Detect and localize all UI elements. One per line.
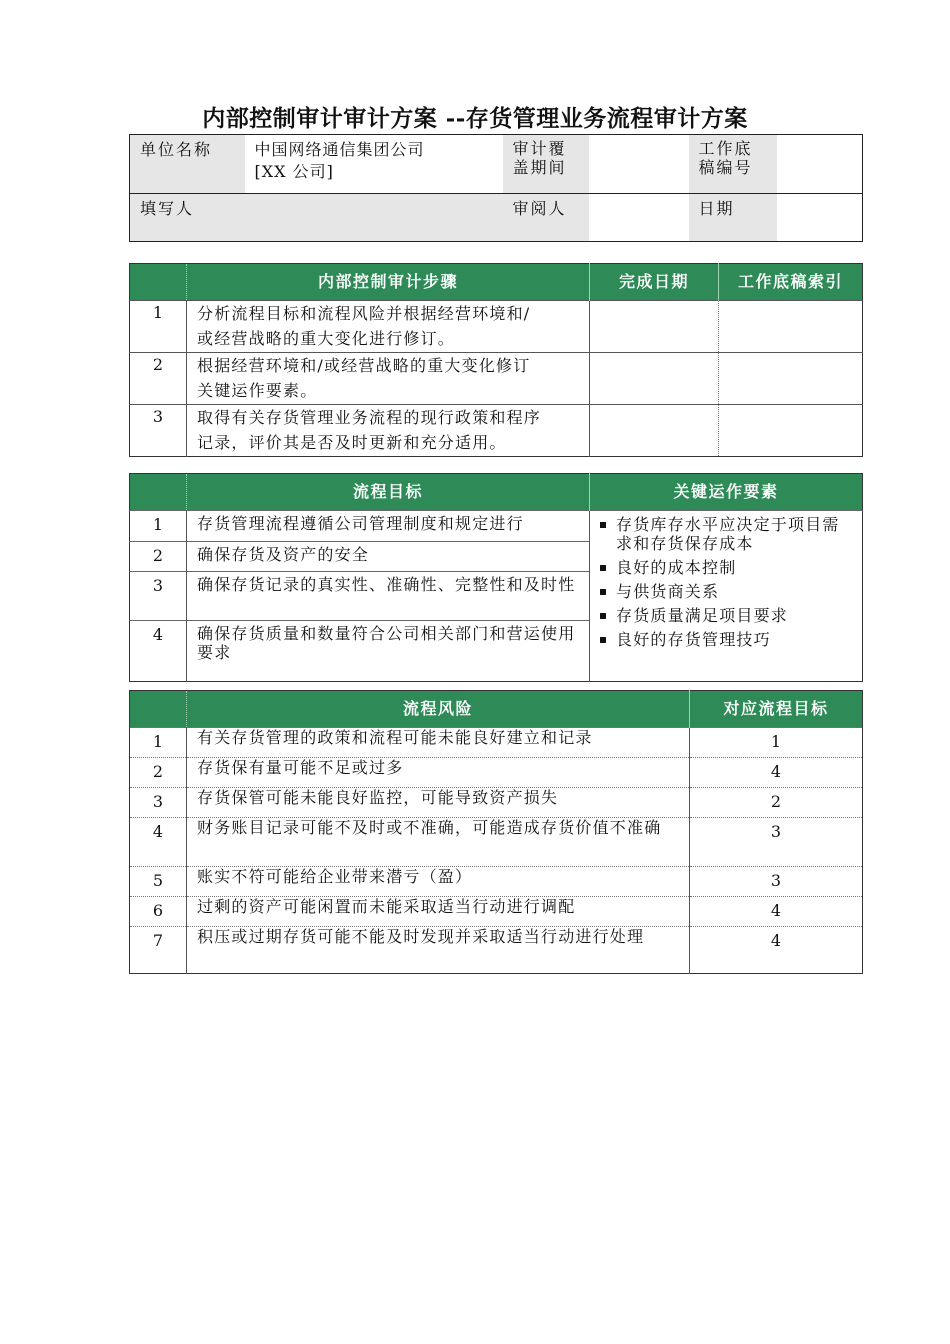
step-no: 1 (130, 301, 187, 353)
table-row (130, 927, 863, 974)
table-row (130, 728, 863, 758)
risk-goal: 3 (690, 818, 863, 867)
risk-goal: 3 (690, 867, 863, 897)
goal-no: 3 (130, 572, 187, 621)
audit-period-label (503, 135, 589, 194)
page-title: 内部控制审计审计方案 --存货管理业务流程审计方案 (202, 105, 748, 132)
steps-header-step: 内部控制审计步骤 (187, 264, 590, 301)
unit-name-line1: 中国网络通信集团公司 (254, 140, 425, 159)
list-item: 存货库存水平应决定于项目需求和存货保存成本 (598, 515, 854, 553)
table-row (130, 897, 863, 927)
step-text-line2: 或经营战略的重大变化进行修订。 (197, 329, 456, 348)
risks-header-goal: 对应流程目标 (690, 691, 863, 728)
preparer-value[interactable] (245, 194, 503, 242)
risk-no: 5 (130, 867, 187, 897)
key-elements-list (598, 515, 854, 649)
risk-goal: 4 (690, 758, 863, 788)
risk-text: 过剩的资产可能闲置而未能采取适当行动进行调配 (187, 897, 690, 927)
step-text-line1: 分析流程目标和流程风险并根据经营环境和/ (197, 304, 531, 323)
workpaper-no-value[interactable] (777, 135, 863, 194)
goal-text: 存货管理流程遵循公司管理制度和规定进行 (187, 511, 590, 542)
step-text-line2: 关键运作要素。 (197, 381, 318, 400)
risks-header-no (130, 691, 187, 728)
list-item: 良好的存货管理技巧 (598, 630, 854, 649)
risk-text: 财务账目记录可能不及时或不准确，可能造成存货价值不准确 (187, 818, 690, 867)
audit-period-label-line1: 审计覆 (512, 139, 567, 158)
goal-text: 确保存货质量和数量符合公司相关部门和营运使用要求 (187, 621, 590, 682)
reviewer-label: 审阅人 (503, 194, 589, 242)
table-row (130, 758, 863, 788)
goal-text: 确保存货及资产的安全 (187, 542, 590, 572)
date-label: 日期 (689, 194, 777, 242)
unit-name-label: 单位名称 (130, 135, 245, 194)
table-row (130, 353, 863, 405)
goal-no: 4 (130, 621, 187, 682)
goals-header-goal: 流程目标 (187, 474, 590, 511)
risk-no: 2 (130, 758, 187, 788)
workpaper-no-label-line2: 稿编号 (698, 158, 753, 177)
process-goals-table (129, 473, 863, 682)
step-text (187, 405, 590, 457)
goal-text: 确保存货记录的真实性、准确性、完整性和及时性 (187, 572, 590, 621)
step-text (187, 301, 590, 353)
step-date[interactable] (590, 301, 719, 353)
table-row (130, 301, 863, 353)
table-row (130, 818, 863, 867)
risk-text: 积压或过期存货可能不能及时发现并采取适当行动进行处理 (187, 927, 690, 974)
steps-header-date: 完成日期 (590, 264, 719, 301)
step-no: 3 (130, 405, 187, 457)
workpaper-no-label (689, 135, 777, 194)
risk-no: 3 (130, 788, 187, 818)
list-item: 与供货商关系 (598, 582, 854, 601)
risk-text: 存货保有量可能不足或过多 (187, 758, 690, 788)
goals-header-no (130, 474, 187, 511)
steps-header-no (130, 264, 187, 301)
step-text-line2: 记录，评价其是否及时更新和充分适用。 (197, 433, 507, 452)
unit-name-line2: [XX 公司] (254, 162, 334, 181)
audit-period-value[interactable] (589, 135, 689, 194)
table-row (130, 867, 863, 897)
step-date[interactable] (590, 405, 719, 457)
risk-text: 有关存货管理的政策和流程可能未能良好建立和记录 (187, 728, 690, 758)
steps-header-index: 工作底稿索引 (719, 264, 863, 301)
preparer-label: 填写人 (130, 194, 245, 242)
risks-header-risk: 流程风险 (187, 691, 690, 728)
table-row (130, 405, 863, 457)
step-text (187, 353, 590, 405)
step-date[interactable] (590, 353, 719, 405)
key-elements-cell (590, 511, 863, 682)
risk-text: 账实不符可能给企业带来潜亏（盈） (187, 867, 690, 897)
step-no: 2 (130, 353, 187, 405)
risk-goal: 4 (690, 897, 863, 927)
risk-goal: 1 (690, 728, 863, 758)
workpaper-no-label-line1: 工作底 (698, 139, 753, 158)
audit-period-label-line2: 盖期间 (512, 158, 567, 177)
process-risks-table (129, 690, 863, 974)
table-row (130, 511, 863, 542)
step-text-line1: 根据经营环境和/或经营战略的重大变化修订 (197, 356, 531, 375)
date-value[interactable] (777, 194, 863, 242)
step-text-line1: 取得有关存货管理业务流程的现行政策和程序 (197, 408, 542, 427)
step-index[interactable] (719, 301, 863, 353)
reviewer-value[interactable] (589, 194, 689, 242)
step-index[interactable] (719, 405, 863, 457)
list-item: 良好的成本控制 (598, 558, 854, 577)
table-row (130, 788, 863, 818)
audit-steps-table (129, 263, 863, 457)
goal-no: 2 (130, 542, 187, 572)
goal-no: 1 (130, 511, 187, 542)
risk-goal: 4 (690, 927, 863, 974)
risk-no: 1 (130, 728, 187, 758)
unit-name-value[interactable] (245, 135, 503, 194)
risk-text: 存货保管可能未能良好监控，可能导致资产损失 (187, 788, 690, 818)
step-index[interactable] (719, 353, 863, 405)
risk-goal: 2 (690, 788, 863, 818)
risk-no: 7 (130, 927, 187, 974)
list-item: 存货质量满足项目要求 (598, 606, 854, 625)
risk-no: 6 (130, 897, 187, 927)
risk-no: 4 (130, 818, 187, 867)
goals-header-key: 关键运作要素 (590, 474, 863, 511)
audit-info-table (129, 134, 863, 242)
